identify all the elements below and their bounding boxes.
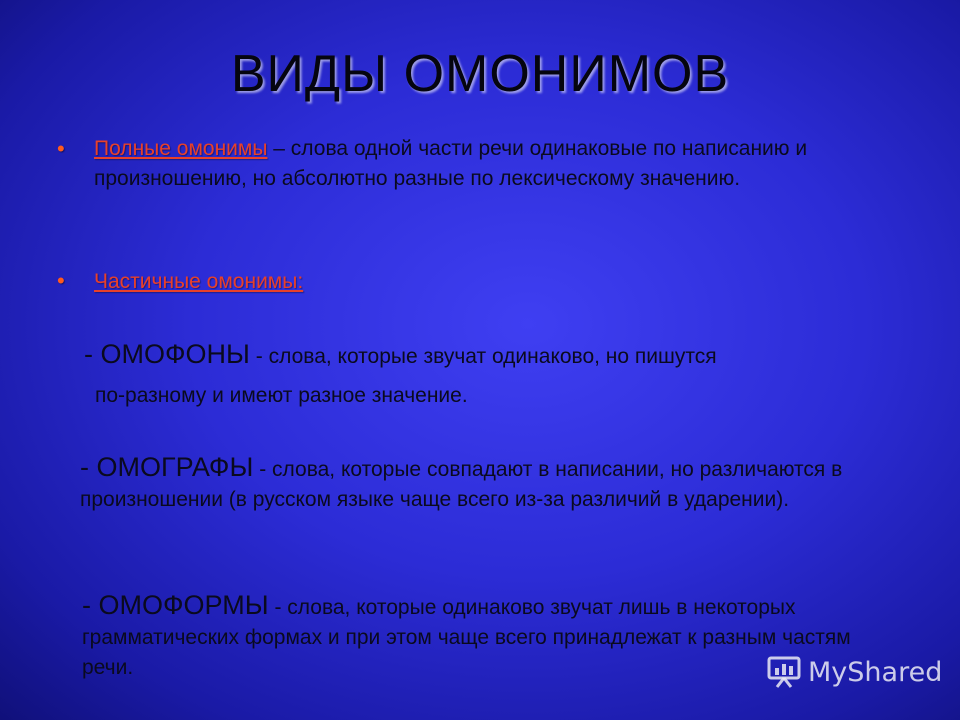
slide-title: ВИДЫ ОМОНИМОВ [230,45,730,103]
full-homonyms-paragraph [94,134,894,194]
homographs-text: - слова, которые совпадают в написании, но различаются в произношении (в русском языке чаще всего из-за различий в ударении). [80,458,843,511]
myshared-watermark [766,655,942,689]
homophones-text-2: по-разному и имеют разное значение. [95,384,468,407]
homographs-paragraph: - ОМОГРАФЫ - слова, которые совпадают в написании, но различаются в произношении (в русском языке чаще всего из-за различий в ударении). [80,452,843,511]
homoforms-paragraph: - ОМОФОРМЫ - слова, которые одинаково звучат лишь в некоторых грамматических формах и при этом чаще всего принадлежат к разным частям речи. [82,590,851,679]
watermark-text: MyShared [808,656,943,688]
homoforms-text: - слова, которые одинаково звучат лишь в некоторых грамматических формах и при этом чаще всего принадлежат к разным частям речи. [82,596,851,679]
presentation-board-icon [766,655,802,689]
homophones-paragraph: - ОМОФОНЫ - слова, которые звучат одинаково, но пишутся по-разному и имеют разное значение. [84,332,904,413]
partial-homonyms-heading [94,267,303,297]
full-homonyms-text: – слова одной части речи одинаковые по написанию и произношению, но абсолютно разные по лексическому значению. [94,137,808,190]
homoforms-term: ОМОФОРМЫ [98,590,269,620]
homographs-term: ОМОГРАФЫ [96,452,254,482]
bullet-marker: • [57,268,65,293]
homophones-text: - слова, которые звучат одинаково, но пишутся [249,345,717,368]
full-homonyms-term: Полные омонимы [94,137,268,160]
bullet-marker: • [57,136,65,161]
homophones-term: ОМОФОНЫ [100,339,250,369]
partial-homonyms-term: Частичные омонимы: [94,270,304,293]
